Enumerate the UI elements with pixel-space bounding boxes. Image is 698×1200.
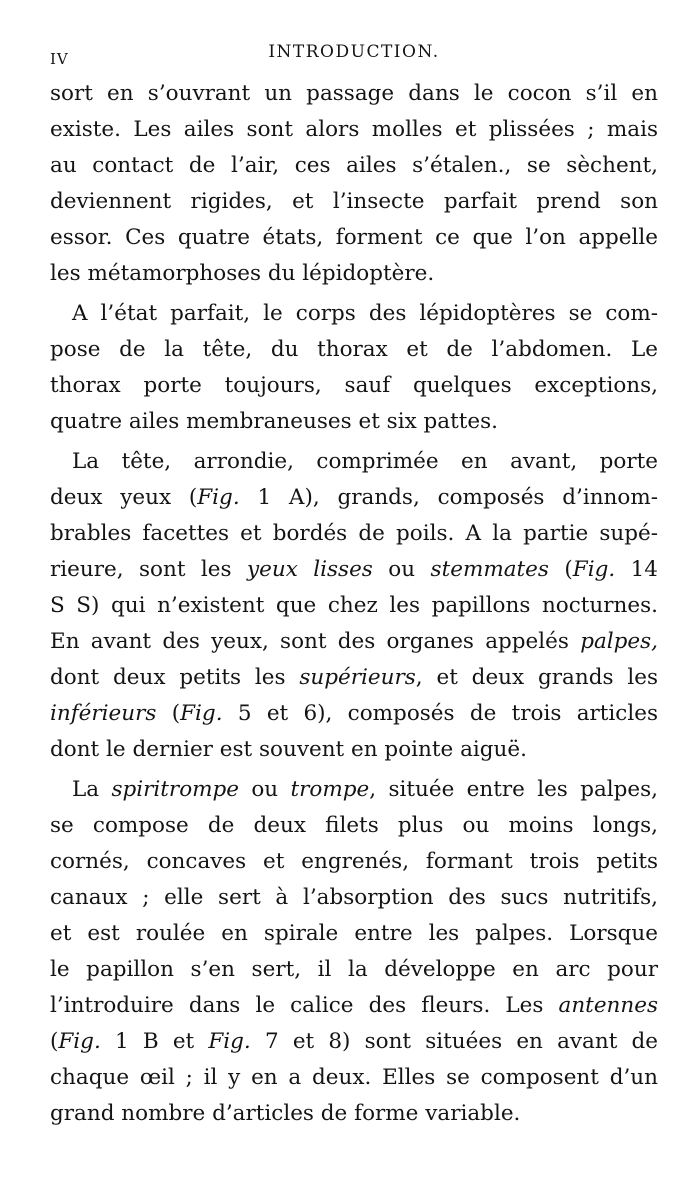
text-line: rieure, sont les yeux lisses ou stemmates (Fig. 14 — [50, 557, 658, 582]
text-line: et est roulée en spirale entre les palpes. Lorsque — [50, 921, 658, 946]
italic-term: supérieurs — [299, 665, 416, 690]
text-line: chaque œil ; il y en a deux. Elles se composent d’un — [50, 1065, 658, 1090]
body-text — [50, 76, 658, 1132]
italic-term: palpes, — [580, 629, 658, 654]
text-line: grand nombre d’articles de forme variable. — [50, 1101, 521, 1126]
italic-term: yeux lisses — [246, 557, 373, 582]
text-line: pose de la tête, du thorax et de l’abdomen. Le — [50, 337, 658, 362]
text-line: dont le dernier est souvent en pointe aiguë. — [50, 737, 527, 762]
italic-term: Fig. — [180, 701, 223, 726]
text-line: thorax porte toujours, sauf quelques exceptions, — [50, 373, 658, 398]
italic-term: spiritrompe — [111, 777, 240, 802]
text-line: l’introduire dans le calice des fleurs. Les antennes — [50, 993, 658, 1018]
italic-term: inférieurs — [50, 701, 157, 726]
italic-term: Fig. — [197, 485, 240, 510]
italic-term: Fig. — [58, 1029, 101, 1054]
text-line: se compose de deux filets plus ou moins longs, — [50, 813, 658, 838]
text-line: les métamorphoses du lépidoptère. — [50, 261, 435, 286]
italic-term: stemmates — [430, 557, 549, 582]
paragraph-4 — [50, 772, 658, 1132]
text-line: inférieurs (Fig. 5 et 6), composés de trois articles — [50, 701, 658, 726]
text-line: sort en s’ouvrant un passage dans le cocon s’il en — [50, 81, 658, 106]
text-line: le papillon s’en sert, il la développe en arc pour — [50, 957, 658, 982]
text-line: La spiritrompe ou trompe, située entre les palpes, — [72, 777, 658, 802]
page-number: IV — [50, 50, 69, 68]
text-line: (Fig. 1 B et Fig. 7 et 8) sont situées en avant de — [50, 1029, 659, 1054]
text-line: canaux ; elle sert à l’absorption des sucs nutritifs, — [50, 885, 658, 910]
page-header — [50, 42, 658, 72]
paragraph-2 — [50, 296, 658, 440]
text-line: cornés, concaves et engrenés, formant trois petits — [50, 849, 658, 874]
text-line: deux yeux (Fig. 1 A), grands, composés d’innom- — [50, 485, 658, 510]
text-line: A l’état parfait, le corps des lépidoptères se com- — [72, 301, 658, 326]
text-line: deviennent rigides, et l’insecte parfait prend son — [50, 189, 658, 214]
text-line: S S) qui n’existent que chez les papillons nocturnes. — [50, 593, 658, 618]
text-line: quatre ailes membraneuses et six pattes. — [50, 409, 498, 434]
paragraph-3 — [50, 444, 658, 768]
running-title: INTRODUCTION. — [268, 42, 440, 62]
paragraph-1 — [50, 76, 658, 292]
italic-term: Fig. — [208, 1029, 251, 1054]
text-line: brables facettes et bordés de poils. A la partie supé- — [50, 521, 658, 546]
text-line: essor. Ces quatre états, forment ce que l’on appelle — [50, 225, 658, 250]
text-line: existe. Les ailes sont alors molles et plissées ; mais — [50, 117, 658, 142]
italic-term: Fig. — [572, 557, 616, 582]
text-line: La tête, arrondie, comprimée en avant, porte — [72, 449, 658, 474]
text-line: En avant des yeux, sont des organes appelés palpes, — [50, 629, 658, 654]
text-line: dont deux petits les supérieurs, et deux grands les — [50, 665, 658, 690]
text-line: au contact de l’air, ces ailes s’étalen., se sèchent, — [50, 153, 658, 178]
italic-term: trompe — [290, 777, 370, 802]
italic-term: antennes — [558, 993, 658, 1018]
